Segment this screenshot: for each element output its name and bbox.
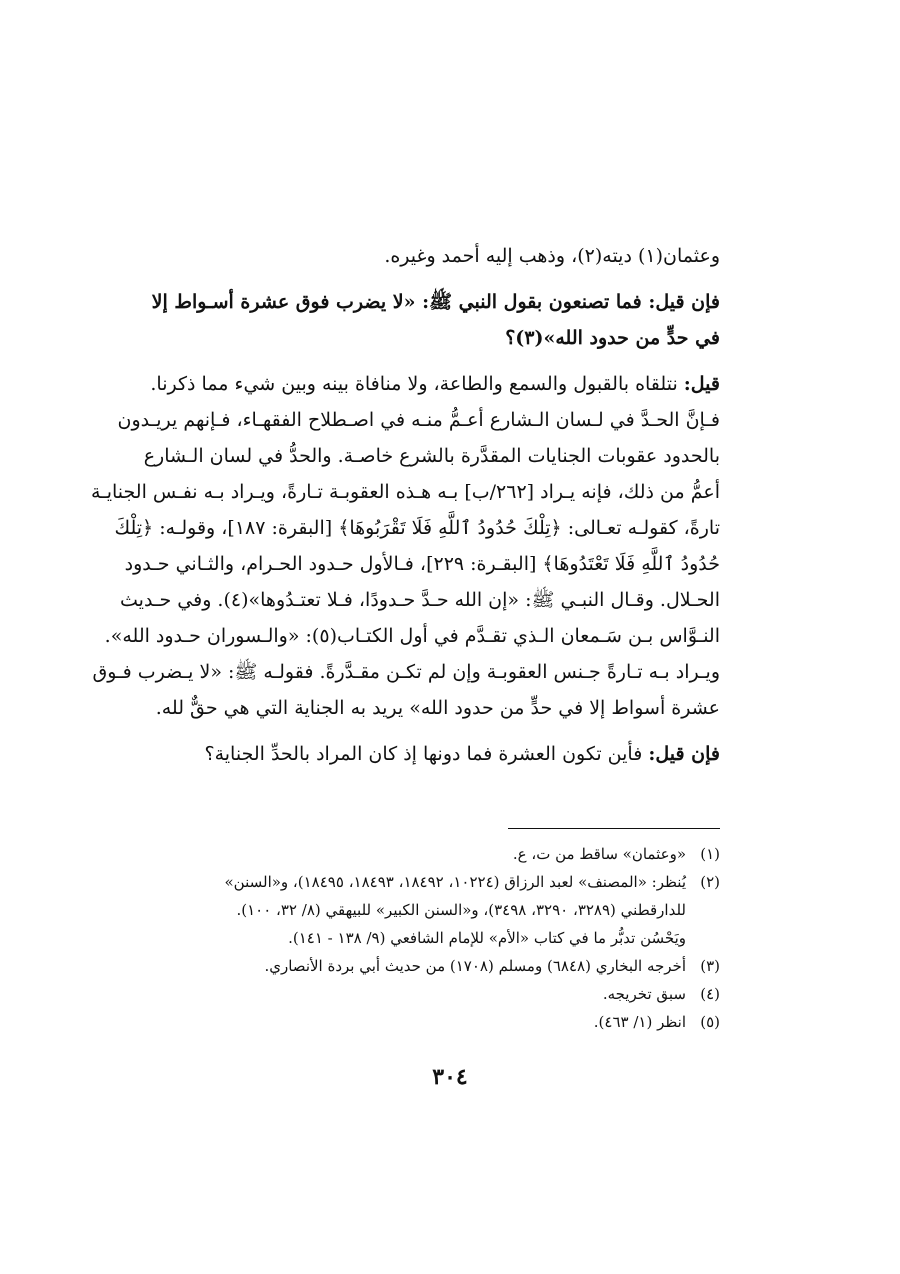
page-number: ٣٠٤: [432, 1064, 468, 1090]
footnote-number: (٣): [700, 957, 720, 975]
answer-lead: قيل:: [683, 373, 720, 395]
footnote-number: (٥): [700, 1013, 720, 1031]
footnote-number: (٤): [700, 985, 720, 1003]
question-paragraph: [151, 284, 720, 356]
footnote: [182, 868, 720, 896]
footnote-text: انظر (١/ ٤٦٣).: [593, 1013, 686, 1031]
text-line: [151, 284, 720, 320]
footnote-separator: [508, 828, 720, 829]
footnote-continuation: للدارقطني (٣٢٨٩، ٣٢٩٠، ٣٤٩٨)، و«السنن الكبير» للبيهقي (٨/ ٣٢، ١٠٠).: [236, 901, 686, 919]
intro-paragraph: [182, 238, 720, 274]
footnote-continuation: ويَحْسُن تدبُّر ما في كتاب «الأم» للإمام الشافعي (٩/ ١٣٨ - ١٤١).: [288, 929, 686, 947]
text-line: وعثمان(١) ديته(٢)، وذهب إليه أحمد وغيره.: [384, 245, 720, 267]
text-line: في حدٍّ من حدود الله»(٣)؟: [505, 327, 720, 349]
footnote-text: يُنظر: «المصنف» لعبد الرزاق (١٠٢٢٤، ١٨٤٩٢، ١٨٤٩٣، ١٨٤٩٥)، و«السنن»: [224, 873, 686, 891]
text-line: فـإنَّ الحـدَّ في لـسان الـشارع أعـمُّ منـه في اصـطلاح الفقهـاء، فـإنهم يريـدون: [117, 409, 720, 431]
footnote: [182, 980, 720, 1008]
footnote-text: «وعثمان» ساقط من ت، ع.: [512, 845, 686, 863]
footnote: [182, 952, 720, 980]
text-line: أعمُّ من ذلك، فإنه يـراد [٢٦٢/ب] بـه هـذه العقوبـة تـارةً، ويـراد بـه نفـس الجنايـة: [90, 481, 720, 503]
footnote-text: سبق تخريجه.: [602, 985, 686, 1003]
footnotes: [182, 840, 720, 1036]
main-text: [90, 238, 720, 782]
text-segment: فأين تكون العشرة فما دونها إذ كان المراد بالحدِّ الجناية؟: [204, 743, 649, 765]
footnote-number: (١): [700, 845, 720, 863]
text-line: ويـراد بـه تـارةً جـنس العقوبـة وإن لم تكـن مقـدَّرةً. فقولـه ﷺ: «لا يـضرب فـوق: [92, 661, 720, 683]
footnote-text: أخرجه البخاري (٦٨٤٨) ومسلم (١٧٠٨) من حديث أبي بردة الأنصاري.: [264, 957, 686, 975]
text-segment: فما تصنعون بقول النبي ﷺ: «لا يضرب فوق عشرة أسـواط إلا: [151, 291, 649, 313]
footnote-number: (٢): [700, 873, 720, 891]
question-paragraph: [182, 736, 720, 772]
text-line: [150, 366, 720, 402]
text-line: النـوَّاس بـن سَـمعان الـذي تقـدَّم في أول الكتـاب(٥): «والـسوران حـدود الله».: [104, 625, 720, 647]
footnote: [182, 1008, 720, 1036]
answer-paragraph: [90, 366, 720, 726]
footnote: [182, 840, 720, 868]
text-line: تارةً، كقولـه تعـالى: ﴿تِلْكَ حُدُودُ ٱللَّهِ فَلَا تَقْرَبُوهَا﴾ [البقرة: ١٨٧]، وقولـه: ﴿تِلْكَ: [114, 517, 720, 539]
text-line: الحـلال. وقـال النبـي ﷺ: «إن الله حـدَّ حـدودًا، فـلا تعتـدُوها»(٤). وفي حـديث: [120, 589, 720, 611]
text-segment: نتلقاه بالقبول والسمع والطاعة، ولا منافاة بينه وبين شيء مما ذكرنا.: [150, 373, 684, 395]
question-lead: فإن قيل:: [648, 291, 720, 313]
text-line: [182, 736, 720, 772]
text-line: حُدُودُ ٱللَّهِ فَلَا تَعْتَدُوهَا﴾ [البقـرة: ٢٢٩]، فـالأول حـدود الحـرام، والثـاني حـدود: [124, 553, 720, 575]
text-line: عشرة أسواط إلا في حدٍّ من حدود الله» يريد به الجناية التي هي حقٌّ لله.: [155, 697, 720, 719]
question-lead: فإن قيل:: [648, 743, 720, 765]
text-line: بالحدود عقوبات الجنايات المقدَّرة بالشرع خاصـة. والحدُّ في لسان الـشارع: [143, 445, 720, 467]
